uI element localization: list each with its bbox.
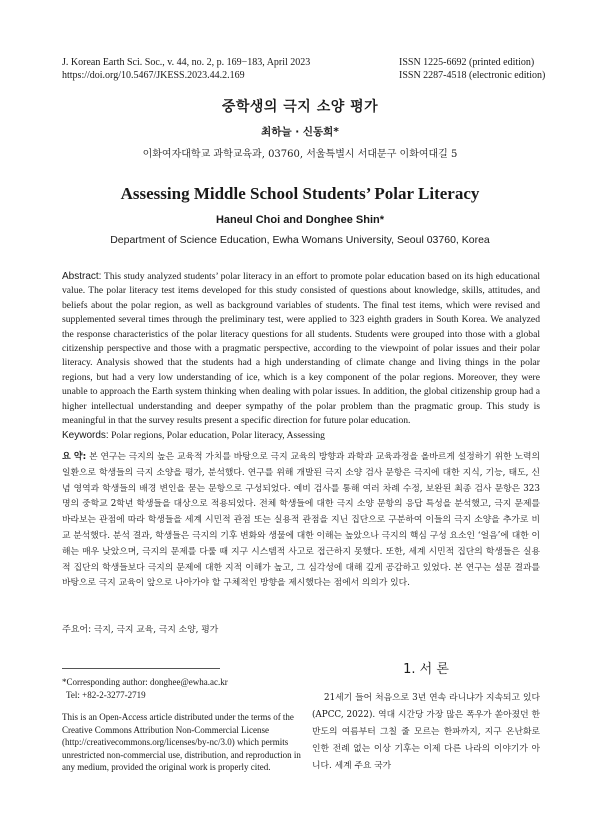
english-keywords [62, 429, 540, 443]
korean-keywords-label: 주요어: [62, 625, 92, 635]
issn-block [399, 56, 545, 82]
english-authors: Haneul Choi and Donghee Shin* [215, 214, 385, 226]
corresponding-email: *Corresponding author: donghee@ewha.ac.kr [62, 677, 228, 687]
korean-abstract [62, 450, 540, 592]
english-affiliation: Department of Science Education, Ewha Womans University, Seoul 03760, Korea [110, 234, 490, 246]
corresponding-tel: Tel: +82-2-3277-2719 [66, 689, 146, 700]
korean-title: 중학생의 극지 소양 평가 [221, 99, 379, 115]
korean-keywords [62, 623, 540, 637]
abstract-label: Abstract: [62, 271, 102, 282]
korean-authors: 최하늘 · 신동희* [261, 126, 339, 138]
english-abstract [62, 270, 540, 428]
keywords-text: Polar regions, Polar education, Polar literacy, Assessing [108, 430, 325, 441]
english-title: Assessing Middle School Students’ Polar Literacy [120, 184, 480, 203]
korean-affiliation: 이화여자대학교 과학교육과, 03760, 서울특별시 서대문구 이화여대길 5 [142, 149, 458, 160]
keywords-label: Keywords: [62, 430, 109, 441]
issn-electronic: ISSN 2287-4518 (electronic edition) [399, 70, 546, 81]
section-heading-introduction: 1. 서 론 [403, 662, 449, 677]
korean-keywords-text: 극지, 극지 교육, 극지 소양, 평가 [91, 625, 219, 635]
issn-print: ISSN 1225-6692 (printed edition) [399, 57, 535, 68]
abstract-text: This study analyzed students’ polar literacy in an effort to promote polar education based on its high educational value. The polar literacy test items developed for this study consisted of questions about knowledge, skills, attitudes, and beliefs about the polar region, as well as background variables of students. The final test items, which were revised and supplemented several times through the preliminary test, were applied to 323 eighth graders in South Korea. We analyzed the response characteristics of the polar literacy questions for all students. Students were grouped into those with a global citizenship perspective and those with a pragmatic perspective, according to the viewpoint of polar issues and their polar literacy. Analysis showed that the students had a high understanding of climate change and living things in the polar regions, but had a very low understanding of ice, which is a key component of the polar regions. Moreover, they were unable to approach the Earth system thinking when dealing with polar issues. In addition, the global citizenship group had a higher intellectual understanding and deeper sympathy of the polar problem than the pragmatic group. This study is meaningful in that the survey results present a specific direction for future polar education. [62, 271, 540, 427]
doi-link[interactable]: https://doi.org/10.5467/JKESS.2023.44.2.169 [62, 70, 245, 81]
introduction-body: 21세기 들어 처음으로 3년 연속 라니냐가 지속되고 있다(APCC, 2022). 역대 시간당 가장 많은 폭우가 쏟아졌던 한반도의 여름부터 그칠 줄 모르는 한파까지, 지구 온난화로 인한 전례 없는 이상 기후는 이제 다른 나라의 이야기가 아니다. 세계 주요 국가 [312, 693, 540, 771]
journal-citation [62, 56, 310, 82]
korean-abstract-text: 본 연구는 극지의 높은 교육적 가치를 바탕으로 극지 교육의 방향과 과학과 교육과정을 올바르게 설정하기 위한 노력의 일환으로 학생들의 극지 소양을 평가, 분석했다. 연구를 위해 개발된 극지 소양 검사 문항은 극지에 대한 지식, 기능, 태도, 신념 영역과 학생들의 배경 변인을 묻는 문항으로 구성되었다. 예비 검사를 통해 여러 차례 수정, 보완된 최종 검사 문항은 323명의 중학교 2학년 학생들을 대상으로 적용되었다. 전체 학생들에 대한 극지 소양 문항의 응답 특성을 분석했고, 극지 문제를 바라보는 관점에 따라 학생들을 세계 시민적 관점 또는 실용적 관점을 지닌 집단으로 구분하여 이들의 극지 소양을 추가로 비교 분석했다. 분석 결과, 학생들은 극지의 기후 변화와 생물에 대한 이해는 높았으나 극지의 핵심 구성 요소인 ‘얼음’에 대한 이해는 매우 낮았으며, 극지의 문제를 다룰 때 지구 시스템적 사고로 접근하지 못했다. 또한, 세계 시민적 집단의 학생들은 실용적 집단의 학생들보다 극지의 문제에 대한 지적 이해가 높고, 그 심각성에 대해 깊게 공감하고 있었다. 본 연구는 설문 결과를 바탕으로 극지 교육이 앞으로 나아가야 할 구체적인 방향을 제시했다는 점에서 의의가 있다. [62, 452, 541, 589]
korean-abstract-label: 요 약: [62, 452, 87, 462]
journal-line: J. Korean Earth Sci. Soc., v. 44, no. 2, p. 169−183, April 2023 [62, 57, 311, 68]
footnote-divider [62, 668, 220, 669]
license-note: This is an Open-Access article distributed under the terms of the Creative Commons Attribution Non-Commercial License (http://creativecommons.org/licenses/by-nc/3.0) which permits unrestricted non-commercial use, distribution, and reproduction in any medium, provided the original work is properly cited. [62, 712, 301, 773]
corresponding-author-note [62, 676, 302, 701]
